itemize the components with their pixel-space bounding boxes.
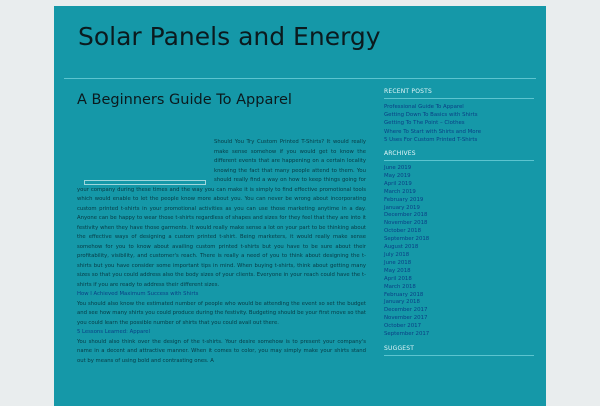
archive-link[interactable]: March 2019	[384, 188, 416, 195]
site-title[interactable]: Solar Panels and Energy	[78, 22, 381, 51]
archive-link[interactable]: July 2018	[384, 251, 410, 258]
post-title[interactable]: A Beginners Guide To Apparel	[77, 92, 292, 108]
post-image-placeholder	[84, 180, 206, 185]
post-body	[77, 138, 366, 366]
suggest-heading: SUGGEST	[384, 344, 415, 352]
recent-posts-heading: RECENT POSTS	[384, 88, 433, 95]
post-paragraph: Should You Try Custom Printed T-Shirts? It would really make sense somehow if you would get to know the different events that are happening on a certain locality knowing the fact that many people attend to them. You should really find a way on how to keep things going for your company during these times and the way you can make it is simply to find effective promotional tools which would enable to let the people know more about you. You can never be wrong about incorporating custom printed t-shirts in your promotional activities as you can use those marketing anytime in a day. Anyone can be happy to wear those t-shirts regardless of shapes and sizes for they feel that they are into it festivity when they have those garments. It would really make sense a lot on your part to be thinking about the effective ways of designing a custom printed t-shirt. Being marketers, it would really make sense somehow for you to know about availing custom printed t-shirts but you have to be sure about their profitability, visibility, and customer's reach. There is really a need of you to think about designing the t-shirts but you have consider some important tips in mind. When buying t-shirts, think about getting many sizes so that you could address also the body sizes of your clients. Everyone in your reach could have the t-shirts if you are ready to address their different sizes.	[77, 139, 366, 288]
archive-link[interactable]: February 2019	[384, 196, 424, 203]
archive-link[interactable]: April 2019	[384, 180, 412, 187]
recent-post-link[interactable]: 5 Uses For Custom Printed T-Shirts	[384, 136, 478, 143]
recent-post-link[interactable]: Getting To The Point – Clothes	[384, 120, 465, 127]
post-link[interactable]: 5 Lessons Learned: Apparel	[77, 329, 151, 335]
archives-widget	[384, 150, 534, 339]
sidebar	[384, 88, 534, 362]
post-link[interactable]: How I Achieved Maximum Success with Shirts	[77, 291, 199, 297]
archive-link[interactable]: December 2017	[384, 307, 428, 314]
archives-heading: ARCHIVES	[384, 150, 416, 158]
archive-link[interactable]: November 2017	[384, 315, 428, 322]
archive-link[interactable]: August 2018	[384, 244, 419, 251]
recent-post-link[interactable]: Professional Guide To Apparel	[384, 104, 464, 110]
archive-link[interactable]: April 2018	[384, 275, 412, 282]
archive-link[interactable]: May 2018	[384, 267, 411, 274]
archive-link[interactable]: June 2019	[384, 165, 412, 172]
recent-posts-list	[384, 103, 534, 144]
post-paragraph: You should also think over the design of the t-shirts. Your desire somehow is to present your company's name in a decent and attractive manner. When it comes to color, you may simply make your shirts stand out by means of using bold and contrasting ones. A	[77, 338, 366, 364]
recent-posts-widget	[384, 88, 534, 144]
archive-link[interactable]: December 2018	[384, 212, 428, 219]
suggest-widget	[384, 345, 534, 356]
archive-link[interactable]: January 2019	[384, 204, 420, 211]
archive-link[interactable]: May 2019	[384, 172, 411, 179]
page-wrapper	[54, 6, 546, 406]
sidebar-divider	[384, 355, 534, 356]
sidebar-divider	[384, 160, 534, 161]
recent-post-link[interactable]: Getting Down To Basics with Shirts	[384, 112, 478, 119]
archive-link[interactable]: October 2017	[384, 323, 422, 330]
sidebar-divider	[384, 98, 534, 99]
archive-link[interactable]: September 2017	[384, 331, 430, 338]
archive-link[interactable]: January 2018	[384, 299, 420, 306]
archive-link[interactable]: October 2018	[384, 228, 422, 235]
header-divider	[64, 78, 536, 79]
archive-link[interactable]: June 2018	[384, 259, 412, 266]
archive-link[interactable]: March 2018	[384, 283, 416, 290]
archives-list	[384, 165, 534, 339]
main-content	[77, 92, 366, 366]
post-paragraph: You should also know the estimated number of people who would be attending the event so set the budget and see how many shirts you could produce during the festivity. Budgeting should be your first move so that you could learn the possible number of shirts that you could avail out there.	[77, 300, 366, 326]
archive-link[interactable]: September 2018	[384, 236, 430, 243]
recent-post-link[interactable]: Where To Start with Shirts and More	[384, 128, 482, 135]
archive-link[interactable]: February 2018	[384, 291, 424, 298]
archive-link[interactable]: November 2018	[384, 220, 428, 227]
